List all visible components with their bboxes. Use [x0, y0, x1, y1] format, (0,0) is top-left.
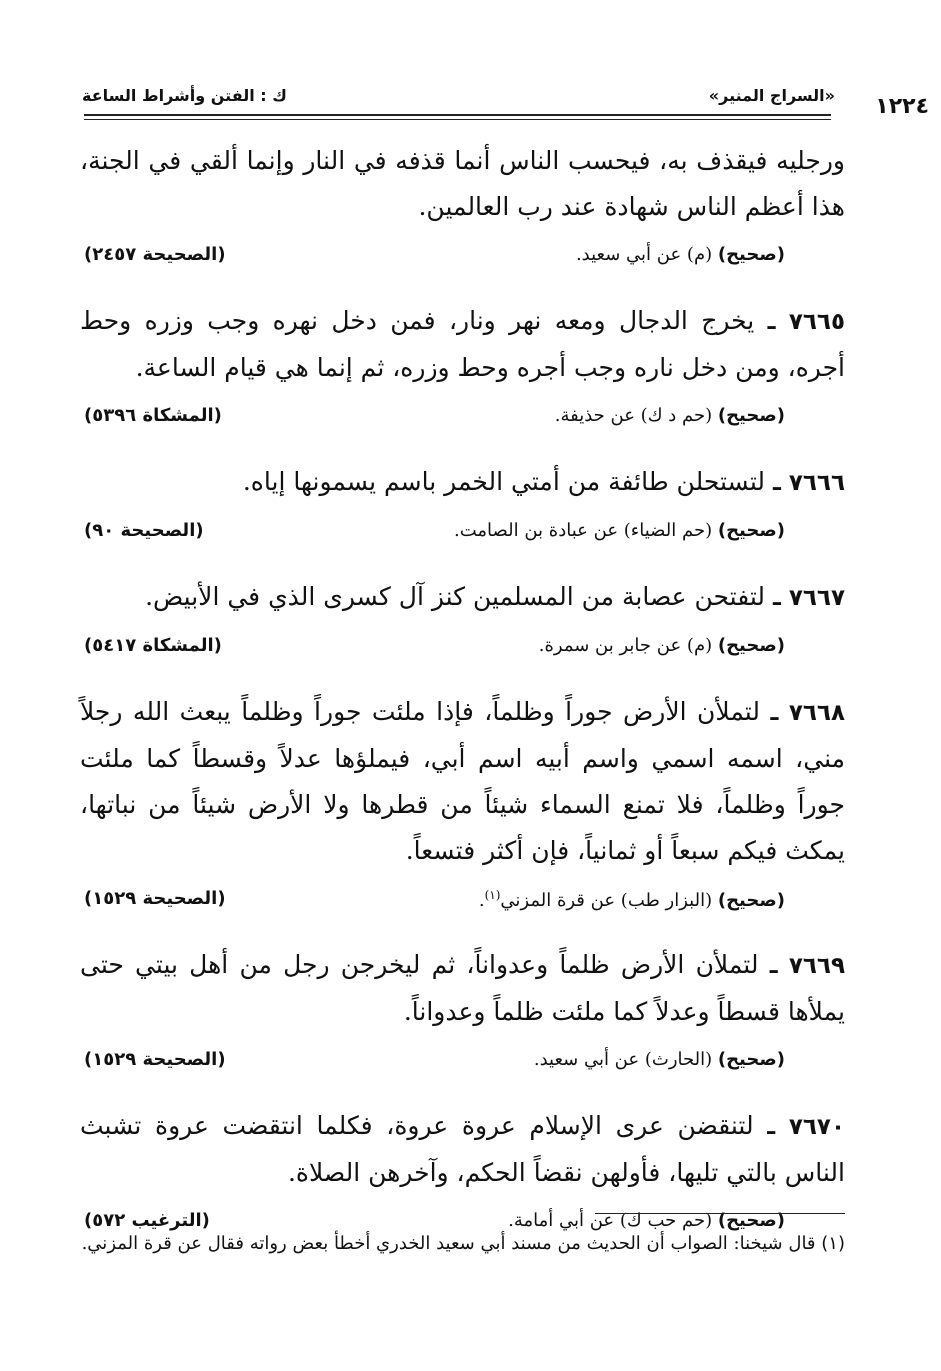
hadith-text: [80, 942, 845, 1035]
hadith-reference: (المشكاة ٥٣٩٦): [84, 405, 222, 426]
hadith-text: [80, 689, 845, 874]
hadith-source-line: [80, 888, 845, 924]
header-rule-thin: [84, 119, 831, 120]
footnote-number: (١): [821, 1233, 845, 1254]
hadith-number: ٧٦٦٧ ـ: [772, 585, 845, 611]
hadith-grade: (صحيح): [717, 635, 785, 656]
page-content: [80, 138, 845, 1264]
hadith-grade: (صحيح): [717, 405, 785, 426]
hadith-source-line: [80, 244, 845, 280]
hadith-attribution: [576, 244, 785, 265]
chapter-title: ك : الفتن وأشراط الساعة: [82, 86, 287, 105]
hadith-number: ٧٦٧٠ ـ: [767, 1114, 845, 1140]
hadith-grade: (صحيح): [717, 520, 785, 541]
header-rule-thick: [84, 114, 831, 116]
footnote-text: قال شيخنا: الصواب أن الحديث من مسند أبي سعيد الخدري أخطأ بعض رواته فقال عن قرة المزني.: [81, 1233, 816, 1254]
hadith-attribution: [539, 635, 785, 656]
hadith-reference: (الصحيحة ٩٠): [84, 520, 204, 541]
footnote-marker: (١): [484, 888, 501, 902]
hadith-grade: (صحيح): [717, 890, 785, 911]
hadith-text: [80, 574, 845, 621]
hadith-reference: (الترغيب ٥٧٢): [84, 1210, 210, 1231]
hadith-source: (م) عن جابر بن سمرة.: [538, 635, 713, 656]
hadith-source: (حم حب ك) عن أبي أمامة.: [508, 1210, 713, 1231]
hadith-body: يخرج الدجال ومعه نهر ونار، فمن دخل نهره وجب وزره وحط أجره، ومن دخل ناره وجب أجره وحط وزره، ثم إنما هي قيام الساعة.: [80, 306, 845, 382]
hadith-attribution: [454, 520, 785, 541]
hadith-attribution: [555, 405, 785, 426]
hadith-body: لتملأن الأرض جوراً وظلماً، فإذا ملئت جوراً وظلماً يبعث الله رجلاً مني، اسمه اسمي واسم أبيه اسم أبي، فيملؤها عدلاً وقسطاً كما ملئت جوراً وظلماً، فلا تمنع السماء شيئاً من قطرها ولا الأرض شيئاً من نباتها، يمكث فيكم سبعاً أو ثمانياً، فإن أكثر فتسعاً.: [80, 697, 845, 865]
hadith-number: ٧٦٦٦ ـ: [772, 470, 845, 496]
hadith-body: ورجليه فيقذف به، فيحسب الناس أنما قذفه في النار وإنما ألقي في الجنة، هذا أعظم الناس شهادة عند رب العالمين.: [80, 146, 845, 221]
hadith-grade: (صحيح): [717, 1049, 785, 1070]
hadith-source: (م) عن أبي سعيد.: [575, 244, 713, 265]
source-end: .: [478, 890, 485, 911]
hadith-source: (حم د ك) عن حذيفة.: [554, 405, 713, 426]
hadith-text: [80, 298, 845, 391]
hadith-number: ٧٦٦٩ ـ: [769, 953, 846, 979]
hadith-body: لتستحلن طائفة من أمتي الخمر باسم يسمونها إياه.: [242, 467, 766, 496]
hadith-source-line: [80, 405, 845, 441]
book-title: «السراج المنير»: [708, 86, 835, 105]
hadith-body: لتفتحن عصابة من المسلمين كنز آل كسرى الذي في الأبيض.: [145, 582, 766, 611]
hadith-source: (البزار طب) عن قرة المزني: [500, 890, 713, 911]
hadith-number: ٧٦٦٥ ـ: [767, 309, 846, 335]
hadith-grade: (صحيح): [717, 1210, 785, 1231]
hadith-source-line: [80, 520, 845, 556]
hadith-reference: (المشكاة ٥٤١٧): [84, 635, 222, 656]
page-number: ١٢٢٤: [875, 94, 929, 119]
hadith-text: [80, 1103, 845, 1196]
hadith-source-line: [80, 1049, 845, 1085]
hadith-reference: (الصحيحة ١٥٢٩): [84, 888, 226, 909]
hadith-source-line: [80, 635, 845, 671]
hadith-text: [80, 138, 845, 230]
page-header: [82, 82, 929, 119]
hadith-attribution: [479, 888, 785, 911]
hadith-source: (حم الضياء) عن عبادة بن الصامت.: [454, 520, 713, 541]
hadith-grade: (صحيح): [717, 244, 785, 265]
hadith-body: لتملأن الأرض ظلماً وعدواناً، ثم ليخرجن رجل من أهل بيتي حتى يملأها قسطاً وعدلاً كما ملئت ظلماً وعدواناً.: [80, 950, 845, 1026]
hadith-text: [80, 459, 845, 506]
hadith-attribution: [534, 1049, 785, 1070]
hadith-number: ٧٦٦٨ ـ: [770, 700, 846, 726]
footnote: [80, 1226, 845, 1262]
hadith-reference: (الصحيحة ٢٤٥٧): [84, 244, 226, 265]
hadith-body: لتنقضن عرى الإسلام عروة عروة، فكلما انتقضت عروة تشبث الناس بالتي تليها، فأولهن نقضاً الحكم، وآخرهن الصلاة.: [80, 1111, 845, 1187]
hadith-source: (الحارث) عن أبي سعيد.: [533, 1049, 713, 1070]
footnote-divider: [595, 1213, 845, 1214]
hadith-reference: (الصحيحة ١٥٢٩): [84, 1049, 226, 1070]
